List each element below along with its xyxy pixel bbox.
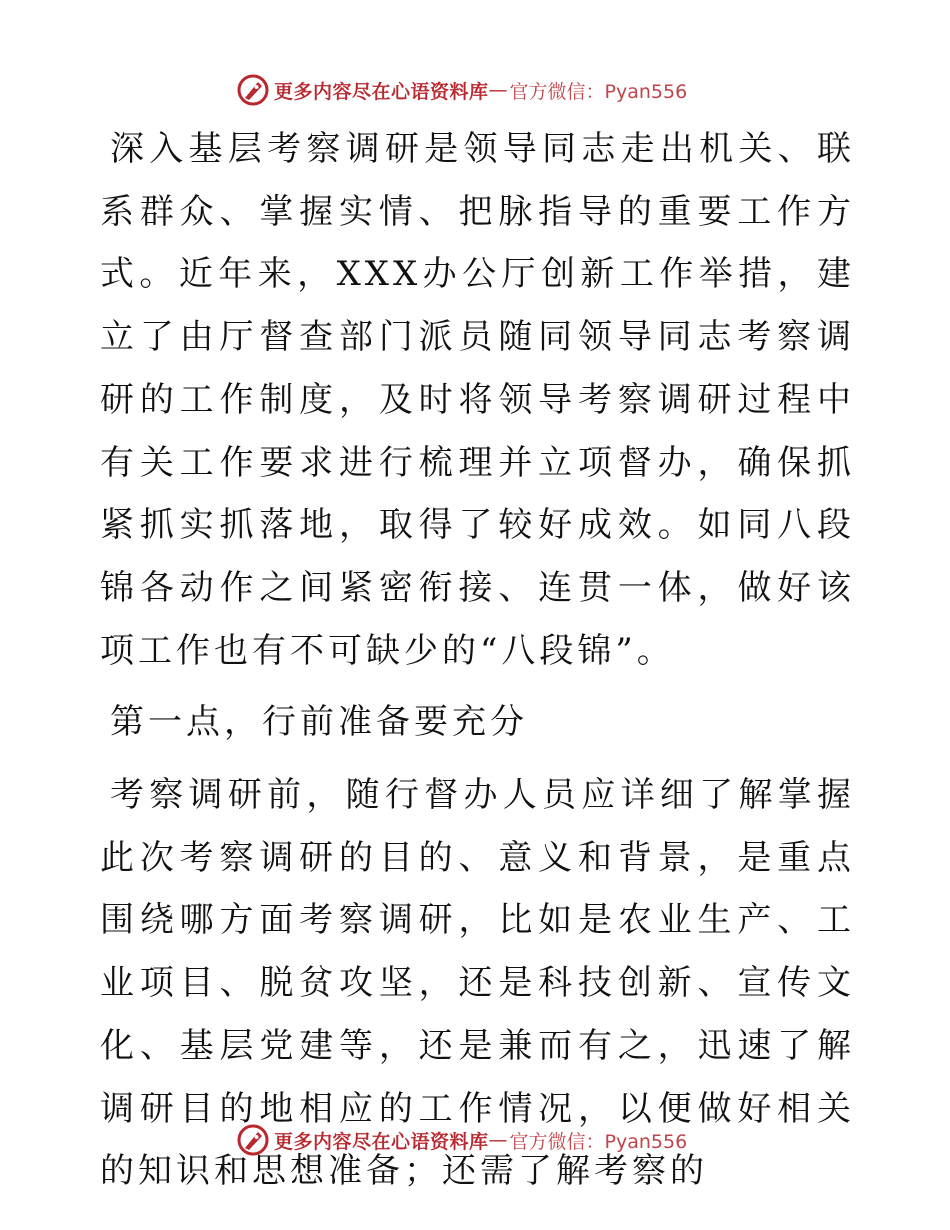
watermark-main-text: 更多内容尽在心语资料库 (274, 80, 489, 103)
watermark-main-text: 更多内容尽在心语资料库 (274, 1130, 489, 1153)
footer-watermark (236, 1122, 687, 1158)
document-body (100, 118, 855, 1203)
header-watermark (236, 72, 687, 108)
watermark-separator: — (488, 79, 508, 101)
section-heading: 第一点，行前准备要充分 (110, 702, 528, 743)
pen-nib-logo-icon (236, 73, 270, 107)
watermark-wechat-text: 官方微信：Pyan556 (509, 80, 688, 103)
intro-paragraph: 深入基层考察调研是领导同志走出机关、联系群众、掌握实情、把脉指导的重要工作方式。近年来，XXX办公厅创新工作举措，建立了由厅督查部门派员随同领导同志考察调研的工作制度，及时将领导考察调研过程中有关工作要求进行梳理并立项督办，确保抓紧抓实抓落地，取得了较好成效。如同八段锦各动作之间紧密衔接、连贯一体，做好该项工作也有不可缺少的“八段锦”。 (100, 129, 855, 671)
section-paragraph: 考察调研前，随行督办人员应详细了解掌握此次考察调研的目的、意义和背景，是重点围绕哪方面考察调研，比如是农业生产、工业项目、脱贫攻坚，还是科技创新、宣传文化、基层党建等，还是兼而有之，迅速了解调研目的地相应的工作情况，以便做好相关的知识和思想准备；还需了解考察的 (100, 775, 855, 1192)
pen-nib-logo-icon (236, 1123, 270, 1157)
watermark-wechat-text: 官方微信：Pyan556 (509, 1130, 688, 1153)
watermark-separator: — (488, 1129, 508, 1151)
